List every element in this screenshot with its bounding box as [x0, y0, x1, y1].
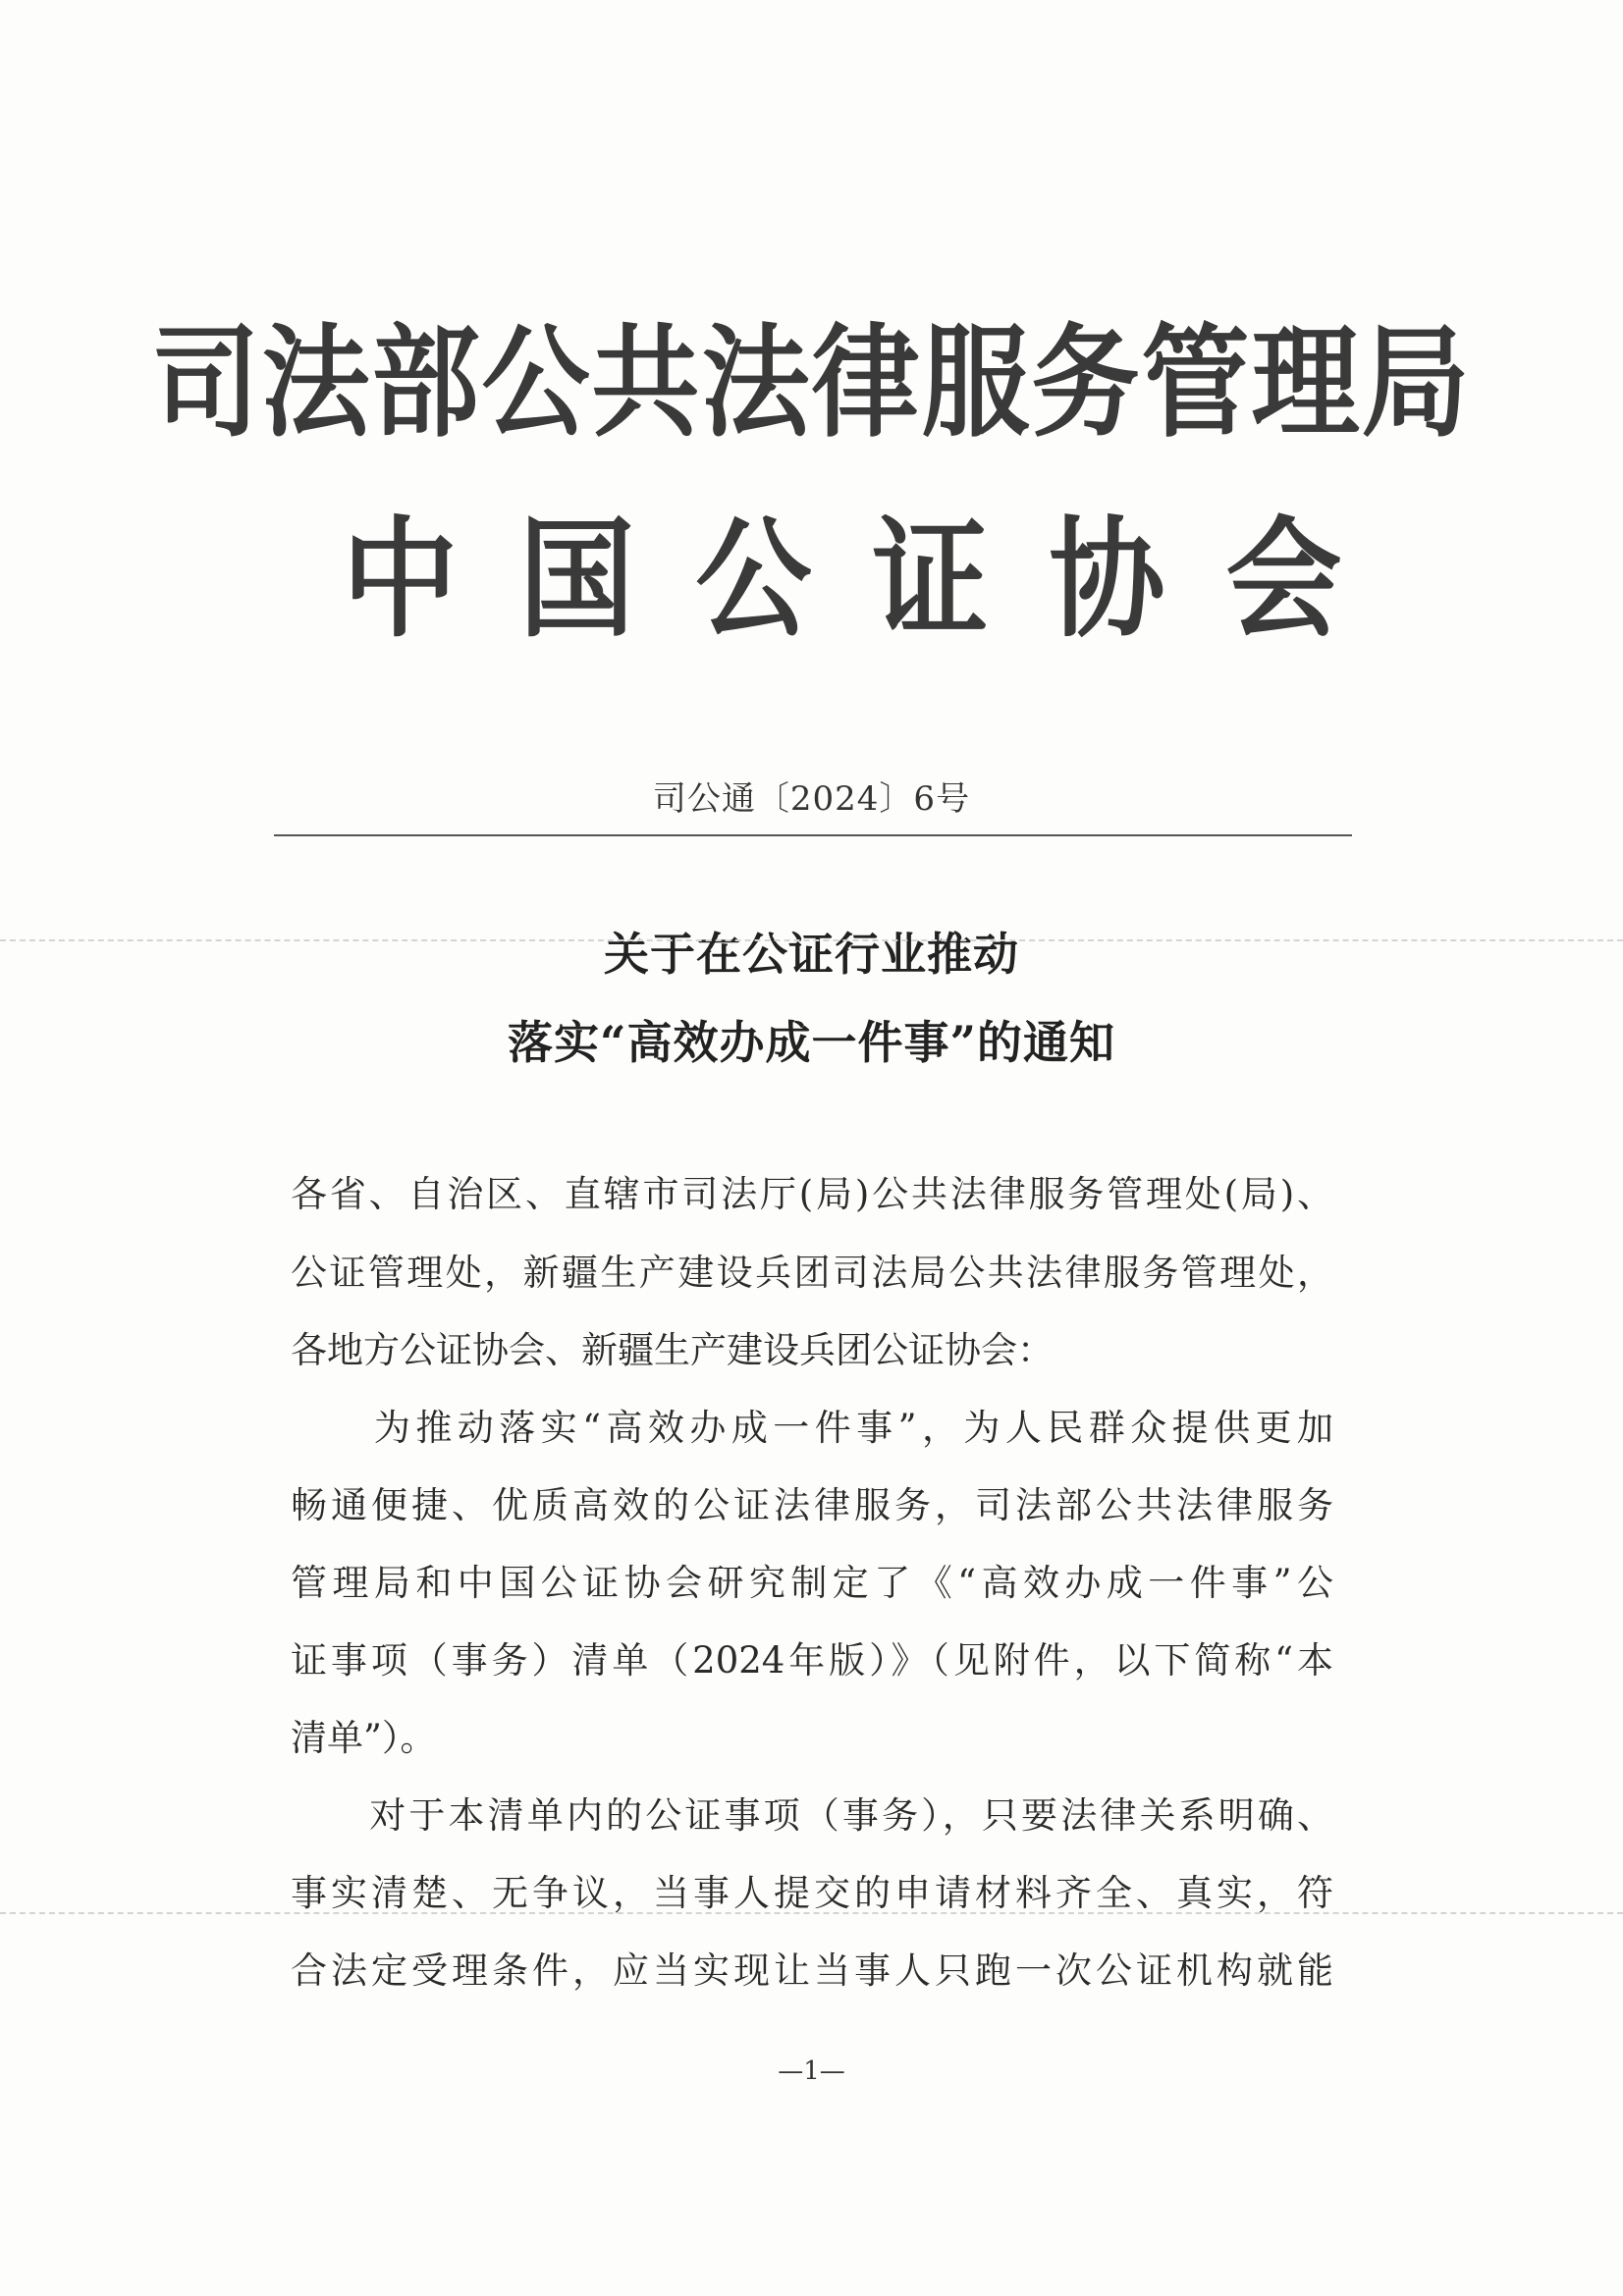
- body-line: 管理局和中国公证协会研究制定了《“高效办成一件事”公: [291, 1562, 1333, 1604]
- header-divider: [274, 834, 1352, 836]
- body-line: 合法定受理条件，应当实现让当事人只跑一次公证机构就能: [291, 1949, 1333, 1992]
- scan-artifact-line: [0, 1912, 1623, 1914]
- issuer-name-1: 司法部公共法律服务管理局: [151, 312, 1472, 454]
- body-line: 畅通便捷、优质高效的公证法律服务，司法部公共法律服务: [291, 1484, 1333, 1526]
- document-title-line-1: 关于在公证行业推动: [604, 928, 1019, 981]
- document-title-line-2: 落实“高效办成一件事”的通知: [508, 1016, 1115, 1069]
- body-line: 对于本清单内的公证事项（事务），只要法律关系明确、: [291, 1794, 1333, 1837]
- scan-artifact-line: [0, 939, 1623, 941]
- body-line: 各地方公证协会、新疆生产建设兵团公证协会：: [291, 1329, 1054, 1371]
- page-number: —1—: [778, 2056, 845, 2086]
- body-line: 清单”）。: [291, 1717, 437, 1759]
- document-number: 司公通〔2024〕6号: [652, 779, 971, 819]
- body-line: 事实清楚、无争议，当事人提交的申请材料齐全、真实，符: [291, 1872, 1333, 1914]
- issuer-name-2: 中国公证协会: [342, 503, 1403, 656]
- body-line: 为推动落实“高效办成一件事”，为人民群众提供更加: [291, 1407, 1333, 1449]
- body-line: 公证管理处，新疆生产建设兵团司法局公共法律服务管理处，: [291, 1252, 1333, 1294]
- body-line: 证事项（事务）清单（2024年版）》（见附件，以下简称“本: [291, 1639, 1333, 1682]
- body-line: 各省、自治区、直辖市司法厅(局)公共法律服务管理处(局)、: [291, 1173, 1333, 1215]
